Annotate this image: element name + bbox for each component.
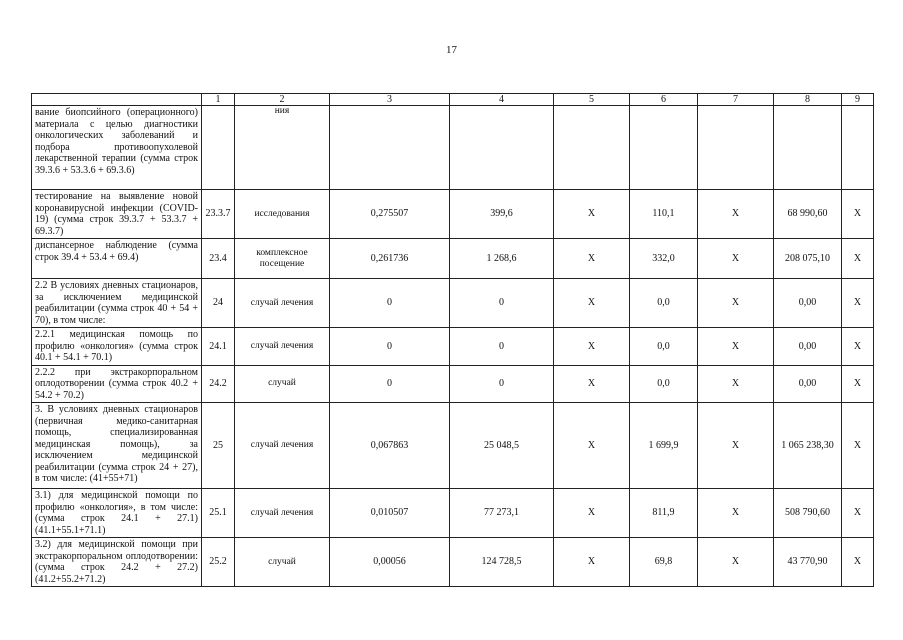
table-row xyxy=(32,538,874,587)
row-number-cell: 24 xyxy=(202,279,235,328)
row-name-cell: 3.1) для медицинской помощи по профилю «онкология», в том числе: (сумма строк 24.1 + 27.1) (41.1+55.1+71.1) xyxy=(32,489,202,538)
value-cell: 0 xyxy=(450,365,554,403)
value-cell: Х xyxy=(554,328,630,366)
value-cell: 0 xyxy=(330,365,450,403)
value-cell: Х xyxy=(554,279,630,328)
value-cell: Х xyxy=(842,239,874,279)
value-cell: 1 268,6 xyxy=(450,239,554,279)
row-number-cell: 25.1 xyxy=(202,489,235,538)
value-cell: Х xyxy=(842,279,874,328)
value-cell: 0,067863 xyxy=(330,403,450,489)
column-header: 1 xyxy=(202,94,235,106)
value-cell: Х xyxy=(698,279,774,328)
value-cell: Х xyxy=(698,538,774,587)
column-header: 9 xyxy=(842,94,874,106)
value-cell: Х xyxy=(554,239,630,279)
value-cell: 0 xyxy=(330,328,450,366)
value-cell: Х xyxy=(842,403,874,489)
value-cell: Х xyxy=(554,403,630,489)
unit-cell: случай лечения xyxy=(235,279,330,328)
value-cell: 25 048,5 xyxy=(450,403,554,489)
row-number-cell: 25.2 xyxy=(202,538,235,587)
row-number-cell: 24.1 xyxy=(202,328,235,366)
value-cell xyxy=(774,106,842,190)
value-cell: 0,0 xyxy=(630,365,698,403)
column-header xyxy=(32,94,202,106)
row-number-cell: 23.3.7 xyxy=(202,190,235,239)
table-row xyxy=(32,279,874,328)
unit-cell: исследования xyxy=(235,190,330,239)
value-cell: 0,261736 xyxy=(330,239,450,279)
column-header: 8 xyxy=(774,94,842,106)
value-cell: 0,010507 xyxy=(330,489,450,538)
value-cell: 0,00056 xyxy=(330,538,450,587)
table-row xyxy=(32,365,874,403)
value-cell: 77 273,1 xyxy=(450,489,554,538)
row-name-cell: вание биопсийного (операционного) материала с целью диагностики онкологических заболеваний и подбора противоопухолевой лекарственной терапии (сумма строк 39.3.6 + 53.3.6 + 69.3.6) xyxy=(32,106,202,190)
value-cell: Х xyxy=(698,403,774,489)
value-cell: Х xyxy=(698,489,774,538)
unit-cell: случай xyxy=(235,365,330,403)
header-row xyxy=(32,94,874,106)
unit-cell: случай лечения xyxy=(235,489,330,538)
value-cell: 43 770,90 xyxy=(774,538,842,587)
unit-cell: случай лечения xyxy=(235,403,330,489)
value-cell: Х xyxy=(842,365,874,403)
value-cell: 1 065 238,30 xyxy=(774,403,842,489)
value-cell xyxy=(330,106,450,190)
value-cell: 124 728,5 xyxy=(450,538,554,587)
data-table xyxy=(31,93,874,587)
value-cell: Х xyxy=(842,190,874,239)
row-number-cell: 24.2 xyxy=(202,365,235,403)
value-cell: 0,00 xyxy=(774,279,842,328)
column-header: 4 xyxy=(450,94,554,106)
value-cell: 0,00 xyxy=(774,328,842,366)
value-cell xyxy=(554,106,630,190)
value-cell: 0 xyxy=(450,328,554,366)
value-cell: 332,0 xyxy=(630,239,698,279)
value-cell: 0,275507 xyxy=(330,190,450,239)
value-cell: Х xyxy=(842,328,874,366)
value-cell xyxy=(842,106,874,190)
row-name-cell: 2.2 В условиях дневных стационаров, за исключением медицинской реабилитации (сумма строк 40 + 54 + 70), в том числе: xyxy=(32,279,202,328)
table-row xyxy=(32,190,874,239)
value-cell: 0 xyxy=(450,279,554,328)
value-cell xyxy=(630,106,698,190)
value-cell: 811,9 xyxy=(630,489,698,538)
value-cell: 110,1 xyxy=(630,190,698,239)
value-cell: 68 990,60 xyxy=(774,190,842,239)
value-cell: 0 xyxy=(330,279,450,328)
value-cell: 0,0 xyxy=(630,279,698,328)
value-cell: 399,6 xyxy=(450,190,554,239)
row-name-cell: 3.2) для медицинской помощи при экстракорпоральном оплодотворении: (сумма строк 24.2 + 27.2) (41.2+55.2+71.2) xyxy=(32,538,202,587)
table-row xyxy=(32,403,874,489)
value-cell: Х xyxy=(698,328,774,366)
value-cell: Х xyxy=(554,365,630,403)
row-number-cell: 25 xyxy=(202,403,235,489)
column-header: 5 xyxy=(554,94,630,106)
value-cell: 508 790,60 xyxy=(774,489,842,538)
unit-cell: комплексное посещение xyxy=(235,239,330,279)
column-header: 6 xyxy=(630,94,698,106)
row-name-cell: 3. В условиях дневных стационаров (первичная медико-санитарная помощь, специализированная медицинская помощь), за исключением медицинской реабилитации (сумма строк 24 + 27), в том числе: (41+55+71) xyxy=(32,403,202,489)
value-cell xyxy=(698,106,774,190)
unit-cell: случай xyxy=(235,538,330,587)
unit-cell: ния xyxy=(235,106,330,190)
value-cell: 0,0 xyxy=(630,328,698,366)
unit-cell: случай лечения xyxy=(235,328,330,366)
row-name-cell: тестирование на выявление новой коронавирусной инфекции (COVID-19) (сумма строк 39.3.7 + 53.3.7 + 69.3.7) xyxy=(32,190,202,239)
value-cell: Х xyxy=(554,538,630,587)
row-name-cell: диспансерное наблюдение (сумма строк 39.4 + 53.4 + 69.4) xyxy=(32,239,202,279)
row-name-cell: 2.2.1 медицинская помощь по профилю «онкология» (сумма строк 40.1 + 54.1 + 70.1) xyxy=(32,328,202,366)
value-cell: Х xyxy=(698,190,774,239)
value-cell xyxy=(450,106,554,190)
value-cell: 0,00 xyxy=(774,365,842,403)
column-header: 2 xyxy=(235,94,330,106)
column-header: 3 xyxy=(330,94,450,106)
page-number: 17 xyxy=(446,44,457,56)
value-cell: 208 075,10 xyxy=(774,239,842,279)
value-cell: 69,8 xyxy=(630,538,698,587)
row-name-cell: 2.2.2 при экстракорпоральном оплодотворении (сумма строк 40.2 + 54.2 + 70.2) xyxy=(32,365,202,403)
value-cell: Х xyxy=(554,190,630,239)
table-row xyxy=(32,328,874,366)
table-row xyxy=(32,489,874,538)
value-cell: Х xyxy=(842,489,874,538)
row-number-cell xyxy=(202,106,235,190)
value-cell: Х xyxy=(698,239,774,279)
table-row xyxy=(32,239,874,279)
value-cell: 1 699,9 xyxy=(630,403,698,489)
value-cell: Х xyxy=(842,538,874,587)
row-number-cell: 23.4 xyxy=(202,239,235,279)
value-cell: Х xyxy=(698,365,774,403)
table-row xyxy=(32,106,874,190)
value-cell: Х xyxy=(554,489,630,538)
column-header: 7 xyxy=(698,94,774,106)
